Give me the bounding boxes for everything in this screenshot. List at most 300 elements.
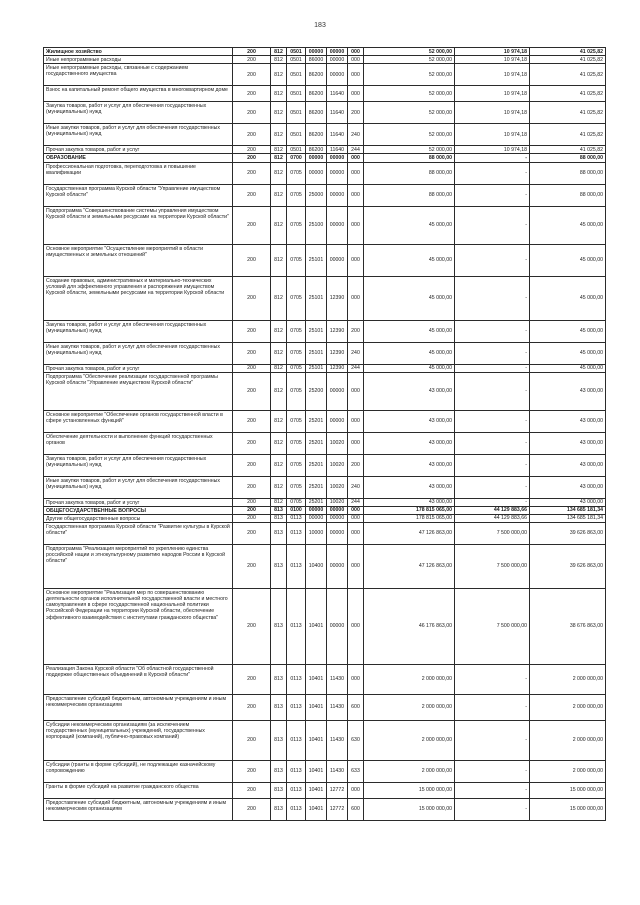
- code-program: 00000: [306, 514, 327, 522]
- table-row: [44, 410, 606, 432]
- table-row: [44, 146, 606, 154]
- code-ministry: 812: [271, 244, 287, 276]
- code-direction: 10020: [327, 432, 348, 454]
- row-name: Государственная программа Курской области "Развитие культуры в Курской области": [44, 523, 233, 545]
- value-approved: 88 000,00: [364, 154, 455, 162]
- value-remaining: 41 025,82: [530, 56, 606, 64]
- value-remaining: 45 000,00: [530, 276, 606, 320]
- value-remaining: 43 000,00: [530, 432, 606, 454]
- code-column: 200: [233, 783, 271, 799]
- value-executed: -: [455, 342, 530, 364]
- value-executed: 10 974,18: [455, 64, 530, 86]
- code-column: 200: [233, 342, 271, 364]
- code-section: 0705: [287, 244, 306, 276]
- code-program: 25201: [306, 410, 327, 432]
- code-section: 0501: [287, 102, 306, 124]
- value-executed: -: [455, 244, 530, 276]
- code-section: 0100: [287, 506, 306, 514]
- table-row: [44, 665, 606, 695]
- code-direction: 11430: [327, 695, 348, 721]
- value-approved: 52 000,00: [364, 64, 455, 86]
- row-name: Иные закупки товаров, работ и услуг для обеспечения государственных (муниципальных) нужд: [44, 124, 233, 146]
- code-section: 0113: [287, 523, 306, 545]
- code-expense-type: 200: [348, 454, 364, 476]
- value-executed: -: [455, 372, 530, 410]
- value-executed: -: [455, 799, 530, 821]
- code-program: 10401: [306, 783, 327, 799]
- code-section: 0705: [287, 410, 306, 432]
- table-row: [44, 721, 606, 761]
- code-section: 0501: [287, 124, 306, 146]
- code-program: 00000: [306, 506, 327, 514]
- value-approved: 45 000,00: [364, 206, 455, 244]
- value-executed: -: [455, 498, 530, 506]
- code-column: 200: [233, 146, 271, 154]
- code-column: 200: [233, 721, 271, 761]
- table-row: [44, 695, 606, 721]
- code-program: 10401: [306, 665, 327, 695]
- row-name: Подпрограмма "Обеспечение реализации государственной программы Курской области "Управление имуществом Курской области": [44, 372, 233, 410]
- value-executed: 7 500 000,00: [455, 545, 530, 589]
- value-executed: 44 129 883,66: [455, 506, 530, 514]
- value-executed: 10 974,18: [455, 102, 530, 124]
- code-ministry: 812: [271, 476, 287, 498]
- value-remaining: 43 000,00: [530, 372, 606, 410]
- code-program: 25101: [306, 342, 327, 364]
- code-direction: 00000: [327, 523, 348, 545]
- row-name: Создание правовых, административных и материально-технических условий для эффективного управления и распоряжения имуществом Курской области, земельными ресурсами на территории Курской области: [44, 276, 233, 320]
- code-column: 200: [233, 244, 271, 276]
- value-remaining: 41 025,82: [530, 64, 606, 86]
- code-program: 10000: [306, 523, 327, 545]
- code-section: 0705: [287, 476, 306, 498]
- code-ministry: 813: [271, 523, 287, 545]
- code-ministry: 812: [271, 56, 287, 64]
- code-direction: 00000: [327, 56, 348, 64]
- code-direction: 00000: [327, 206, 348, 244]
- value-approved: 43 000,00: [364, 476, 455, 498]
- code-direction: 00000: [327, 184, 348, 206]
- code-expense-type: 000: [348, 410, 364, 432]
- code-expense-type: 000: [348, 162, 364, 184]
- value-remaining: 2 000 000,00: [530, 761, 606, 783]
- value-executed: -: [455, 364, 530, 372]
- code-direction: 00000: [327, 244, 348, 276]
- value-remaining: 88 000,00: [530, 154, 606, 162]
- row-name: Закупка товаров, работ и услуг для обеспечения государственных (муниципальных) нужд: [44, 320, 233, 342]
- value-approved: 15 000 000,00: [364, 783, 455, 799]
- value-approved: 52 000,00: [364, 56, 455, 64]
- value-remaining: 2 000 000,00: [530, 665, 606, 695]
- code-column: 200: [233, 761, 271, 783]
- table-row: [44, 799, 606, 821]
- row-name: Прочая закупка товаров, работ и услуг: [44, 498, 233, 506]
- code-program: 86200: [306, 102, 327, 124]
- code-ministry: 813: [271, 545, 287, 589]
- value-approved: 47 126 863,00: [364, 545, 455, 589]
- code-expense-type: 000: [348, 783, 364, 799]
- table-row: [44, 761, 606, 783]
- value-executed: -: [455, 162, 530, 184]
- code-column: 200: [233, 545, 271, 589]
- value-remaining: 45 000,00: [530, 320, 606, 342]
- code-column: 200: [233, 372, 271, 410]
- value-executed: -: [455, 665, 530, 695]
- code-expense-type: 244: [348, 146, 364, 154]
- code-expense-type: 000: [348, 86, 364, 102]
- code-section: 0113: [287, 783, 306, 799]
- code-program: 10401: [306, 589, 327, 665]
- code-column: 200: [233, 364, 271, 372]
- row-name: Субсидии некоммерческим организациям (за исключением государственных (муниципальных) учреждений, государственных корпораций (компаний), публично-правовых компаний): [44, 721, 233, 761]
- code-expense-type: 000: [348, 514, 364, 522]
- value-executed: -: [455, 320, 530, 342]
- code-section: 0501: [287, 48, 306, 56]
- value-executed: 44 129 883,66: [455, 514, 530, 522]
- value-remaining: 2 000 000,00: [530, 695, 606, 721]
- value-executed: 10 974,18: [455, 124, 530, 146]
- code-direction: 12772: [327, 799, 348, 821]
- value-remaining: 45 000,00: [530, 206, 606, 244]
- table-row: [44, 364, 606, 372]
- code-program: 86200: [306, 64, 327, 86]
- code-ministry: 812: [271, 342, 287, 364]
- code-column: 200: [233, 665, 271, 695]
- code-program: 10400: [306, 545, 327, 589]
- code-ministry: 813: [271, 589, 287, 665]
- value-executed: -: [455, 206, 530, 244]
- value-remaining: 45 000,00: [530, 364, 606, 372]
- code-expense-type: 000: [348, 545, 364, 589]
- value-remaining: 39 626 863,00: [530, 545, 606, 589]
- table-row: [44, 783, 606, 799]
- code-column: 200: [233, 506, 271, 514]
- code-expense-type: 000: [348, 665, 364, 695]
- code-column: 200: [233, 206, 271, 244]
- code-program: 25101: [306, 320, 327, 342]
- code-ministry: 812: [271, 86, 287, 102]
- row-name: Государственная программа Курской области "Управление имуществом Курской области": [44, 184, 233, 206]
- value-approved: 43 000,00: [364, 432, 455, 454]
- code-section: 0113: [287, 545, 306, 589]
- code-program: 86200: [306, 124, 327, 146]
- code-expense-type: 244: [348, 498, 364, 506]
- code-ministry: 813: [271, 506, 287, 514]
- value-approved: 52 000,00: [364, 86, 455, 102]
- value-approved: 43 000,00: [364, 498, 455, 506]
- value-approved: 43 000,00: [364, 454, 455, 476]
- code-program: 25200: [306, 372, 327, 410]
- code-direction: 00000: [327, 372, 348, 410]
- code-program: 25101: [306, 244, 327, 276]
- code-section: 0705: [287, 432, 306, 454]
- table-row: [44, 498, 606, 506]
- code-direction: 00000: [327, 545, 348, 589]
- code-direction: 11640: [327, 102, 348, 124]
- row-name: Иные закупки товаров, работ и услуг для обеспечения государственных (муниципальных) нужд: [44, 342, 233, 364]
- row-name: Прочая закупка товаров, работ и услуг: [44, 364, 233, 372]
- code-expense-type: 600: [348, 799, 364, 821]
- value-approved: 178 815 065,00: [364, 514, 455, 522]
- value-executed: -: [455, 761, 530, 783]
- code-column: 200: [233, 154, 271, 162]
- code-ministry: 813: [271, 721, 287, 761]
- code-ministry: 813: [271, 665, 287, 695]
- code-column: 200: [233, 64, 271, 86]
- code-program: 25101: [306, 276, 327, 320]
- value-executed: -: [455, 721, 530, 761]
- table-row: [44, 102, 606, 124]
- value-remaining: 43 000,00: [530, 454, 606, 476]
- row-name: Основное мероприятие "Реализация мер по совершенствованию деятельности органов исполнительной государственной власти и местного самоуправления в сфере государственной национальной политики Российской Федерации на территории Курской области, обеспечение эффективного взаимодействия с институтами гражданского общества": [44, 589, 233, 665]
- table-row: [44, 162, 606, 184]
- code-section: 0501: [287, 56, 306, 64]
- value-approved: 45 000,00: [364, 320, 455, 342]
- code-section: 0113: [287, 589, 306, 665]
- value-remaining: 38 676 863,00: [530, 589, 606, 665]
- row-name: ОБЩЕГОСУДАРСТВЕННЫЕ ВОПРОСЫ: [44, 506, 233, 514]
- code-expense-type: 000: [348, 432, 364, 454]
- code-expense-type: 200: [348, 102, 364, 124]
- code-column: 200: [233, 454, 271, 476]
- value-remaining: 41 025,82: [530, 86, 606, 102]
- code-column: 200: [233, 410, 271, 432]
- row-name: Прочая закупка товаров, работ и услуг: [44, 146, 233, 154]
- value-remaining: 39 626 863,00: [530, 523, 606, 545]
- value-approved: 43 000,00: [364, 410, 455, 432]
- code-expense-type: 000: [348, 206, 364, 244]
- row-name: Подпрограмма "Реализация мероприятий по укреплению единства российской нации и этнокультурному развитию народов России в Курской области": [44, 545, 233, 589]
- code-column: 200: [233, 498, 271, 506]
- code-program: 25101: [306, 364, 327, 372]
- code-program: 86200: [306, 146, 327, 154]
- value-approved: 88 000,00: [364, 184, 455, 206]
- code-direction: 11430: [327, 665, 348, 695]
- value-remaining: 41 025,82: [530, 102, 606, 124]
- row-name: Закупка товаров, работ и услуг для обеспечения государственных (муниципальных) нужд: [44, 454, 233, 476]
- code-column: 200: [233, 695, 271, 721]
- code-column: 200: [233, 48, 271, 56]
- value-approved: 52 000,00: [364, 146, 455, 154]
- code-direction: 12390: [327, 342, 348, 364]
- value-executed: -: [455, 410, 530, 432]
- value-executed: 10 974,18: [455, 86, 530, 102]
- code-section: 0113: [287, 799, 306, 821]
- code-section: 0705: [287, 320, 306, 342]
- row-name: Профессиональная подготовка, переподготовка и повышение квалификации: [44, 162, 233, 184]
- code-ministry: 812: [271, 64, 287, 86]
- code-direction: 12390: [327, 364, 348, 372]
- value-executed: -: [455, 432, 530, 454]
- code-expense-type: 000: [348, 244, 364, 276]
- row-name: Иные непрограммные расходы: [44, 56, 233, 64]
- value-approved: 45 000,00: [364, 342, 455, 364]
- code-ministry: 812: [271, 206, 287, 244]
- code-expense-type: 244: [348, 364, 364, 372]
- code-direction: 11640: [327, 86, 348, 102]
- value-executed: -: [455, 695, 530, 721]
- code-direction: 11640: [327, 146, 348, 154]
- code-program: 86000: [306, 56, 327, 64]
- table-row: [44, 184, 606, 206]
- code-section: 0113: [287, 761, 306, 783]
- code-program: 10401: [306, 799, 327, 821]
- code-direction: 12390: [327, 276, 348, 320]
- value-remaining: 41 025,82: [530, 48, 606, 56]
- code-program: 10401: [306, 695, 327, 721]
- value-approved: 47 126 863,00: [364, 523, 455, 545]
- code-program: 10401: [306, 761, 327, 783]
- code-column: 200: [233, 523, 271, 545]
- code-section: 0705: [287, 454, 306, 476]
- code-column: 200: [233, 476, 271, 498]
- code-column: 200: [233, 432, 271, 454]
- table-row: [44, 48, 606, 56]
- code-direction: 00000: [327, 514, 348, 522]
- row-name: Основное мероприятие "Осуществление мероприятий в области имущественных и земельных отношений": [44, 244, 233, 276]
- row-name: Предоставление субсидий бюджетным, автономным учреждениям и иным некоммерческим организациям: [44, 799, 233, 821]
- code-section: 0705: [287, 342, 306, 364]
- code-direction: 00000: [327, 64, 348, 86]
- code-direction: 11430: [327, 721, 348, 761]
- table-row: [44, 154, 606, 162]
- code-ministry: 812: [271, 432, 287, 454]
- code-direction: 12772: [327, 783, 348, 799]
- value-remaining: 88 000,00: [530, 184, 606, 206]
- code-ministry: 813: [271, 514, 287, 522]
- code-ministry: 812: [271, 48, 287, 56]
- row-name: Субсидии (гранты в форме субсидий), не подлежащие казначейскому сопровождению: [44, 761, 233, 783]
- code-program: 10401: [306, 721, 327, 761]
- value-executed: 7 500 000,00: [455, 589, 530, 665]
- code-ministry: 812: [271, 372, 287, 410]
- row-name: Закупка товаров, работ и услуг для обеспечения государственных (муниципальных) нужд: [44, 102, 233, 124]
- code-section: 0705: [287, 162, 306, 184]
- code-column: 200: [233, 320, 271, 342]
- code-program: 25201: [306, 432, 327, 454]
- code-expense-type: 240: [348, 342, 364, 364]
- value-remaining: 134 685 181,34: [530, 514, 606, 522]
- code-column: 200: [233, 102, 271, 124]
- table-row: [44, 56, 606, 64]
- code-ministry: 812: [271, 276, 287, 320]
- code-direction: 00000: [327, 589, 348, 665]
- code-expense-type: 200: [348, 320, 364, 342]
- row-name: Гранты в форме субсидий на развитие гражданского общества: [44, 783, 233, 799]
- value-executed: -: [455, 783, 530, 799]
- code-direction: 00000: [327, 410, 348, 432]
- code-program: 25201: [306, 498, 327, 506]
- code-section: 0705: [287, 498, 306, 506]
- row-name: Иные закупки товаров, работ и услуг для обеспечения государственных (муниципальных) нужд: [44, 476, 233, 498]
- code-direction: 10020: [327, 476, 348, 498]
- code-direction: 10020: [327, 498, 348, 506]
- table-row: [44, 432, 606, 454]
- value-approved: 45 000,00: [364, 364, 455, 372]
- row-name: ОБРАЗОВАНИЕ: [44, 154, 233, 162]
- code-direction: 11640: [327, 124, 348, 146]
- value-approved: 2 000 000,00: [364, 665, 455, 695]
- value-remaining: 88 000,00: [530, 162, 606, 184]
- table-row: [44, 320, 606, 342]
- code-expense-type: 000: [348, 276, 364, 320]
- table-row: [44, 514, 606, 522]
- value-remaining: 43 000,00: [530, 476, 606, 498]
- code-ministry: 812: [271, 124, 287, 146]
- table-row: [44, 476, 606, 498]
- code-expense-type: 000: [348, 372, 364, 410]
- code-expense-type: 000: [348, 48, 364, 56]
- value-approved: 45 000,00: [364, 276, 455, 320]
- table-row: [44, 454, 606, 476]
- code-ministry: 813: [271, 695, 287, 721]
- code-ministry: 812: [271, 162, 287, 184]
- code-column: 200: [233, 124, 271, 146]
- value-approved: 2 000 000,00: [364, 695, 455, 721]
- code-direction: 10020: [327, 454, 348, 476]
- value-approved: 52 000,00: [364, 124, 455, 146]
- page-number: 183: [314, 22, 326, 29]
- value-executed: 10 974,18: [455, 146, 530, 154]
- code-section: 0501: [287, 86, 306, 102]
- code-ministry: 812: [271, 364, 287, 372]
- row-name: Жилищное хозяйство: [44, 48, 233, 56]
- value-approved: 178 815 065,00: [364, 506, 455, 514]
- table-row: [44, 206, 606, 244]
- code-ministry: 812: [271, 498, 287, 506]
- value-remaining: 45 000,00: [530, 342, 606, 364]
- code-expense-type: 000: [348, 154, 364, 162]
- table-row: [44, 124, 606, 146]
- value-remaining: 134 685 181,34: [530, 506, 606, 514]
- row-name: Основное мероприятие "Обеспечение органов государственной власти в сфере установленных функций": [44, 410, 233, 432]
- value-remaining: 15 000 000,00: [530, 799, 606, 821]
- code-program: 00000: [306, 48, 327, 56]
- code-expense-type: 630: [348, 721, 364, 761]
- value-remaining: 41 025,82: [530, 124, 606, 146]
- code-column: 200: [233, 276, 271, 320]
- code-ministry: 812: [271, 454, 287, 476]
- code-section: 0501: [287, 146, 306, 154]
- code-section: 0705: [287, 364, 306, 372]
- value-remaining: 41 025,82: [530, 146, 606, 154]
- code-ministry: 812: [271, 184, 287, 206]
- code-program: 00000: [306, 154, 327, 162]
- table-row: [44, 523, 606, 545]
- code-section: 0705: [287, 206, 306, 244]
- value-remaining: 45 000,00: [530, 244, 606, 276]
- value-remaining: 43 000,00: [530, 410, 606, 432]
- code-section: 0705: [287, 184, 306, 206]
- row-name: Другие общегосударственные вопросы: [44, 514, 233, 522]
- code-direction: 00000: [327, 506, 348, 514]
- code-direction: 00000: [327, 48, 348, 56]
- code-column: 200: [233, 184, 271, 206]
- code-ministry: 813: [271, 783, 287, 799]
- table-row: [44, 589, 606, 665]
- value-executed: 7 500 000,00: [455, 523, 530, 545]
- code-section: 0113: [287, 721, 306, 761]
- code-column: 200: [233, 162, 271, 184]
- code-section: 0113: [287, 514, 306, 522]
- row-name: Реализация Закона Курской области "Об областной государственной поддержке общественных объединений в Курской области": [44, 665, 233, 695]
- value-executed: 10 974,18: [455, 48, 530, 56]
- row-name: Предоставление субсидий бюджетным, автономным учреждениям и иным некоммерческим организациям: [44, 695, 233, 721]
- row-name: Взнос на капитальный ремонт общего имущества в многоквартирном доме: [44, 86, 233, 102]
- row-name: Подпрограмма "Совершенствование системы управления имуществом Курской области и земельными ресурсами на территории Курской области": [44, 206, 233, 244]
- code-expense-type: 000: [348, 64, 364, 86]
- code-section: 0700: [287, 154, 306, 162]
